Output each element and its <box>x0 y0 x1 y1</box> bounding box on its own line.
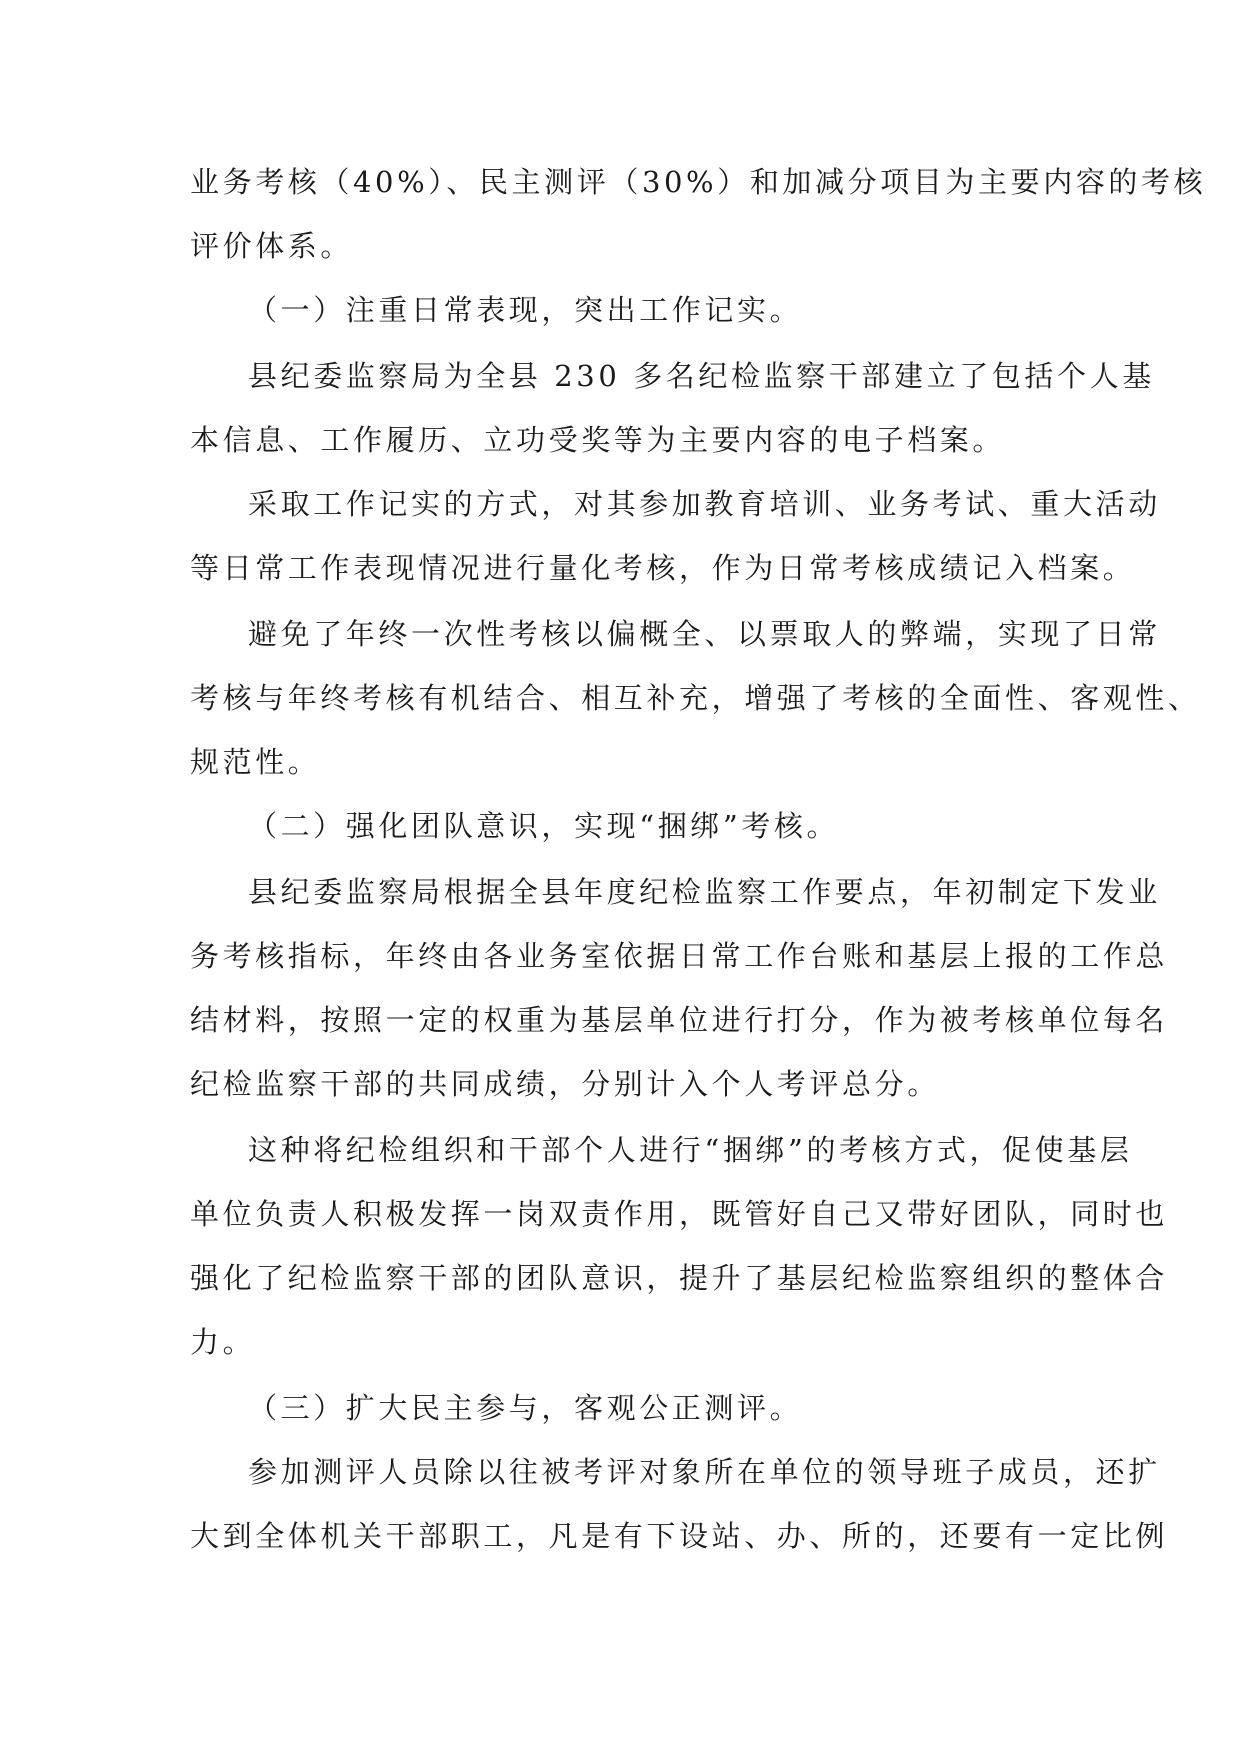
text-line-14: 结材料，按照一定的权重为基层单位进行打分，作为被考核单位每名 <box>190 1003 1169 1037</box>
text-line-13: 务考核指标，年终由各业务室依据日常工作台账和基层上报的工作总 <box>190 939 1169 973</box>
text-line-16: 这种将纪检组织和干部个人进行“捆绑”的考核方式，促使基层 <box>248 1133 1133 1167</box>
text-line-5: 本信息、工作履历、立功受奖等为主要内容的电子档案。 <box>190 423 1006 457</box>
text-line-17: 单位负责人积极发挥一岗双责作用，既管好自己又带好团队，同时也 <box>190 1197 1169 1231</box>
text-line-8: 避免了年终一次性考核以偏概全、以票取人的弊端，实现了日常 <box>248 617 1161 651</box>
section-heading-2: （二）强化团队意识，实现“捆绑”考核。 <box>248 809 840 843</box>
text-line-2: 评价体系。 <box>190 229 354 263</box>
text-line-4: 县纪委监察局为全县 230 多名纪检监察干部建立了包括个人基 <box>248 359 1155 393</box>
text-line-9: 考核与年终考核有机结合、相互补充，增强了考核的全面性、客观性、 <box>190 681 1201 715</box>
section-heading-1: （一）注重日常表现，突出工作记实。 <box>248 293 803 327</box>
text-line-22: 大到全体机关干部职工，凡是有下设站、办、所的，还要有一定比例 <box>190 1519 1169 1553</box>
text-line-1: 业务考核（40%）、民主测评（30%）和加减分项目为主要内容的考核 <box>190 165 1207 199</box>
text-line-19: 力。 <box>190 1325 256 1359</box>
text-line-7: 等日常工作表现情况进行量化考核，作为日常考核成绩记入档案。 <box>190 551 1136 585</box>
text-line-15: 纪检监察干部的共同成绩，分别计入个人考评总分。 <box>190 1067 940 1101</box>
text-line-10: 规范性。 <box>190 745 321 779</box>
text-line-12: 县纪委监察局根据全县年度纪检监察工作要点，年初制定下发业 <box>248 875 1161 909</box>
text-line-6: 采取工作记实的方式，对其参加教育培训、业务考试、重大活动 <box>248 487 1161 521</box>
text-line-18: 强化了纪检监察干部的团队意识，提升了基层纪检监察组织的整体合 <box>190 1261 1169 1295</box>
section-heading-3: （三）扩大民主参与，客观公正测评。 <box>248 1391 803 1425</box>
text-line-21: 参加测评人员除以往被考评对象所在单位的领导班子成员，还扩 <box>248 1455 1161 1489</box>
